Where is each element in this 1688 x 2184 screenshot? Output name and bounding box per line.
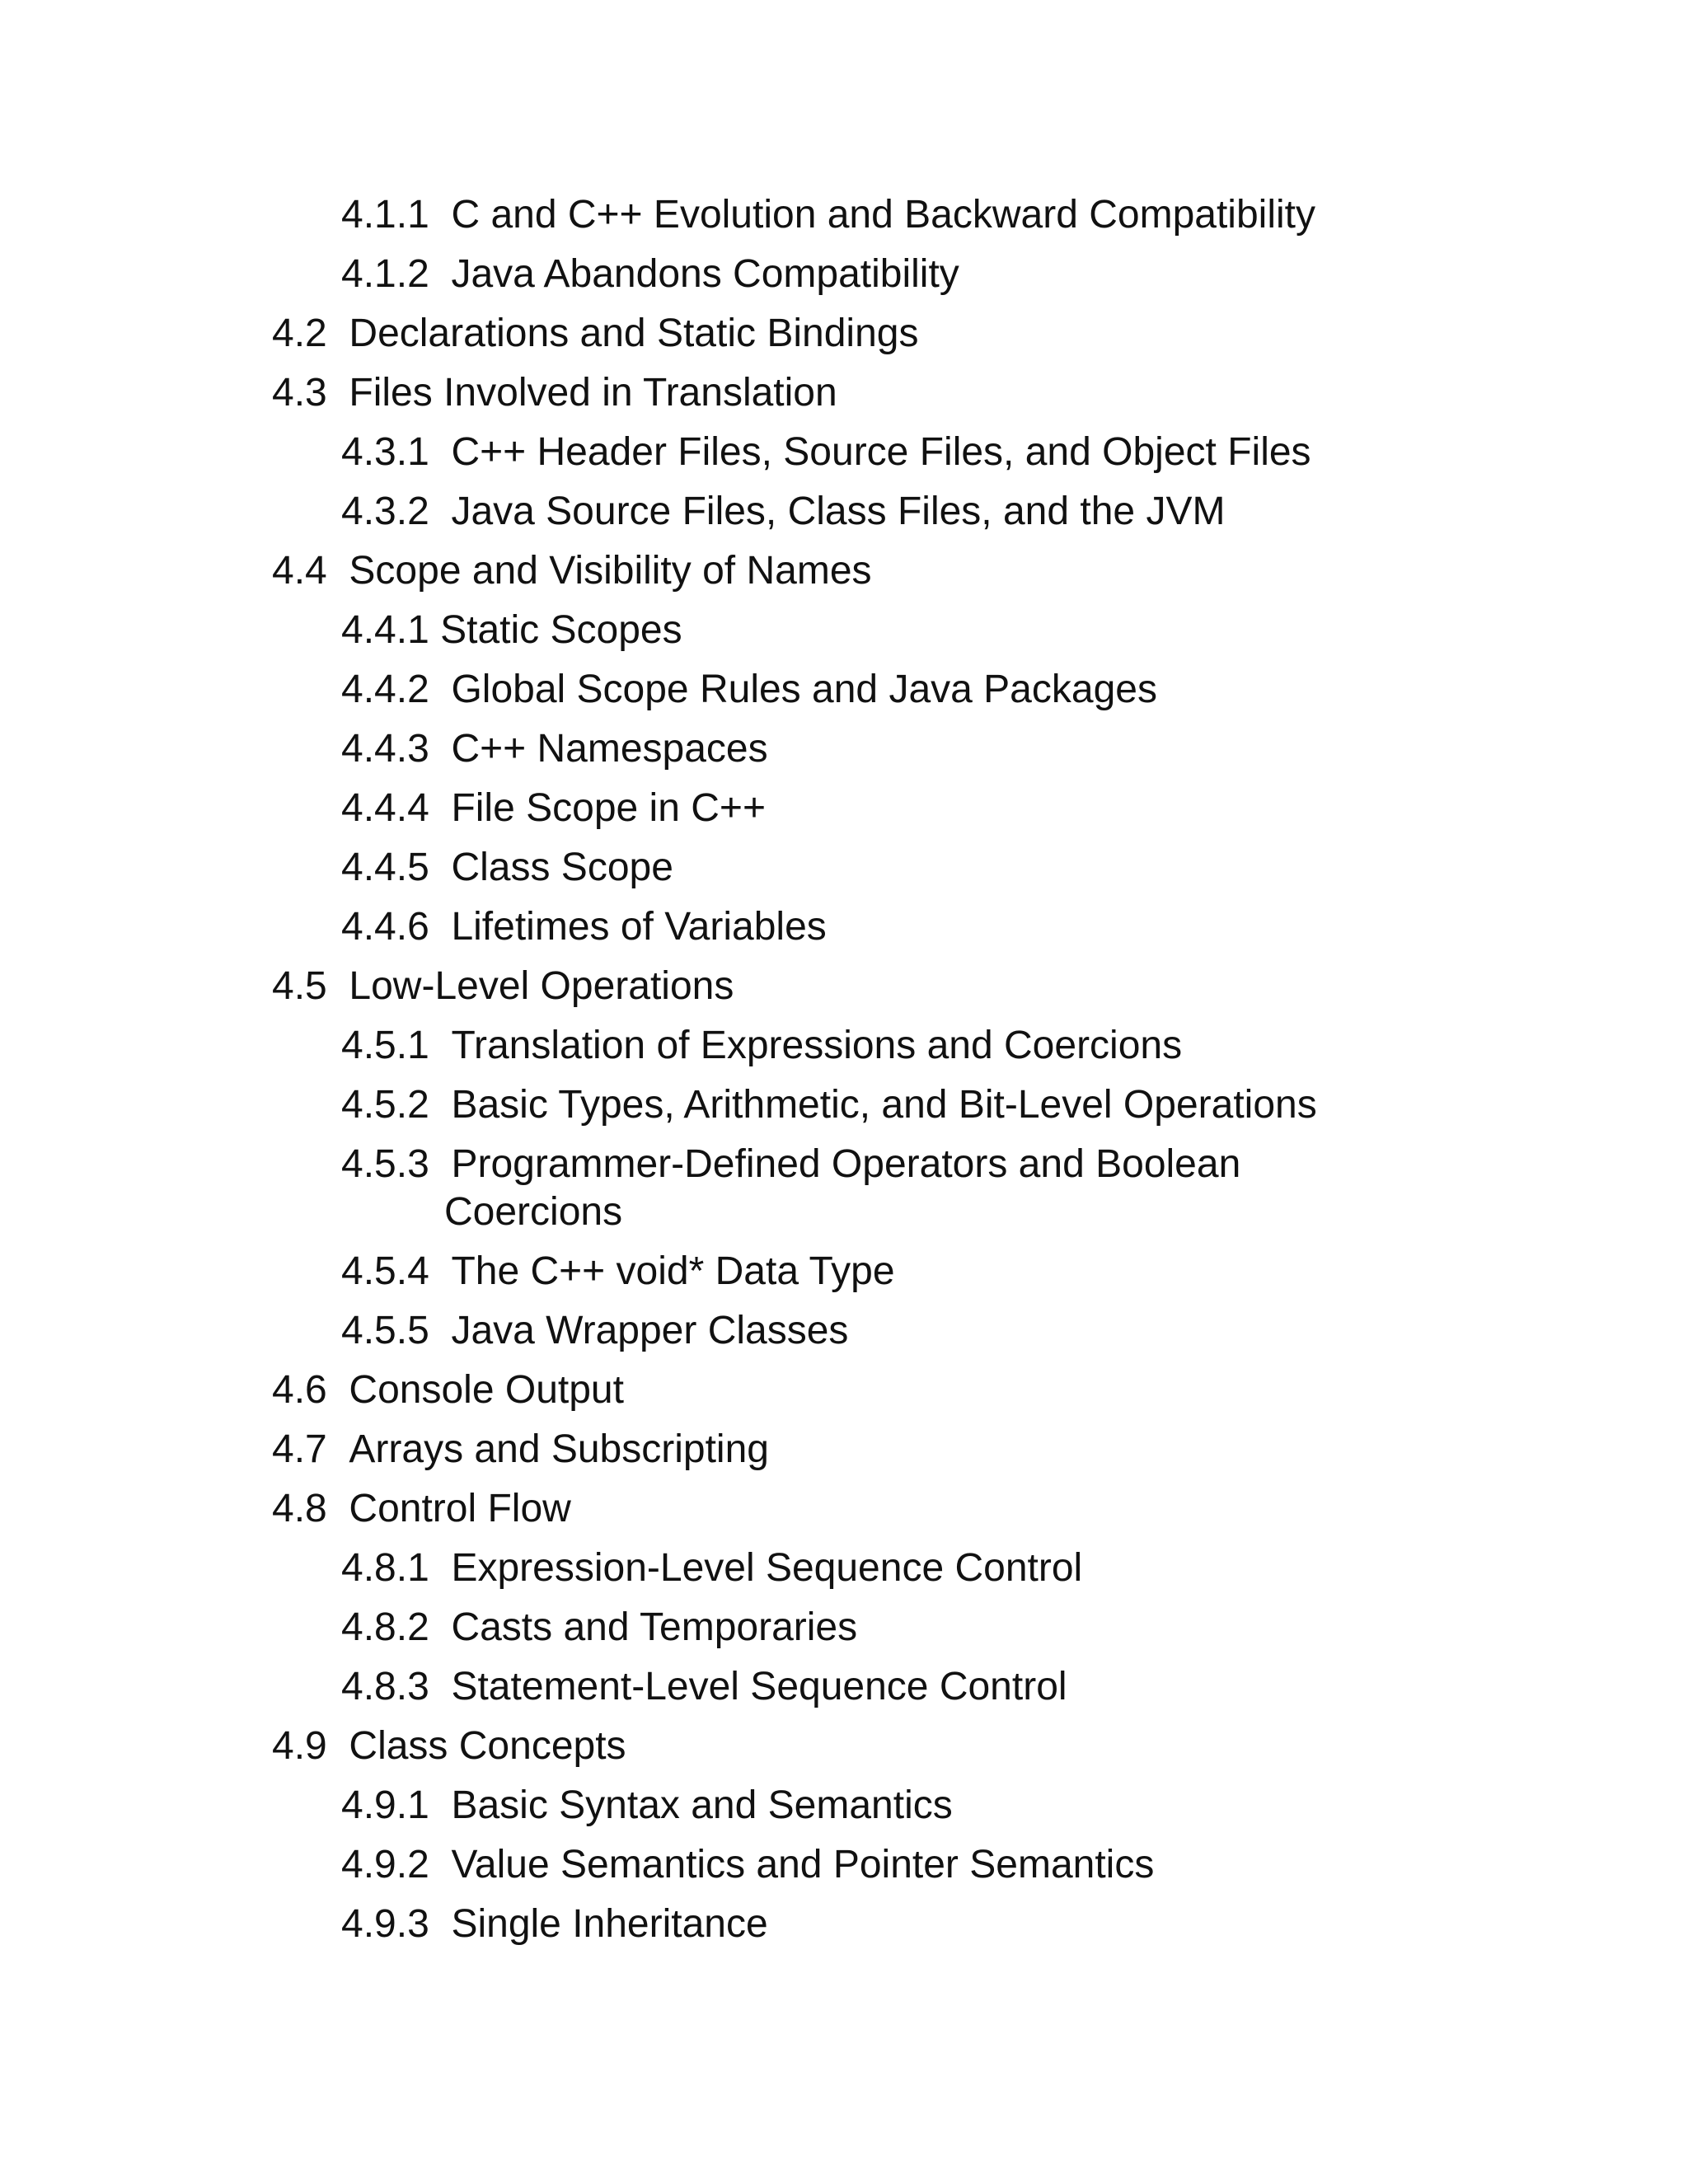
toc-entry-number: 4.5 (272, 964, 327, 1008)
toc-entry-title: Low-Level Operations (349, 964, 734, 1008)
toc-entry-title: C++ Header Files, Source Files, and Object Files (451, 430, 1311, 474)
toc-entry-4-3 (0, 369, 1688, 429)
toc-entry-title: Class Scope (451, 846, 673, 889)
toc-entry-4-1-2 (0, 251, 1688, 310)
toc-entry-number: 4.5.4 (341, 1249, 429, 1293)
toc-entry-4-8-2 (0, 1604, 1688, 1663)
toc-entry-title: Lifetimes of Variables (451, 905, 827, 949)
toc-entry-4-5-1 (0, 1022, 1688, 1081)
toc-entry-4-4-3 (0, 725, 1688, 785)
toc-entry-title: The C++ void* Data Type (451, 1249, 895, 1293)
toc-entry-number: 4.4.4 (341, 786, 429, 830)
toc-entry-title-continuation: Coercions (444, 1190, 623, 1234)
toc-entry-4-9-1 (0, 1782, 1688, 1841)
toc-entry-number: 4.8.1 (341, 1546, 429, 1590)
toc-entry-title: Single Inheritance (451, 1902, 768, 1946)
toc-entry-4-5-5 (0, 1307, 1688, 1366)
toc-entry-number: 4.8 (272, 1487, 327, 1530)
toc-entry-number: 4.8.3 (341, 1665, 429, 1708)
toc-entry-title: Basic Syntax and Semantics (451, 1783, 953, 1827)
table-of-contents (0, 191, 1688, 1960)
toc-entry-number: 4.2 (272, 312, 327, 355)
toc-entry-4-3-1 (0, 429, 1688, 488)
toc-entry-4-5 (0, 963, 1688, 1022)
toc-entry-title: Java Source Files, Class Files, and the JVM (451, 490, 1226, 533)
toc-entry-4-4-1 (0, 607, 1688, 666)
toc-entry-title: Class Concepts (349, 1724, 626, 1768)
toc-entry-title: Declarations and Static Bindings (349, 312, 919, 355)
toc-entry-number: 4.1.1 (341, 193, 429, 237)
toc-entry-title: Value Semantics and Pointer Semantics (451, 1843, 1155, 1886)
toc-entry-4-7 (0, 1426, 1688, 1485)
toc-entry-4-5-4 (0, 1248, 1688, 1307)
toc-entry-title: Casts and Temporaries (451, 1605, 858, 1649)
toc-entry-4-9 (0, 1722, 1688, 1782)
toc-entry-number: 4.6 (272, 1368, 327, 1412)
toc-entry-number: 4.4.1 (341, 608, 429, 652)
toc-entry-4-4-4 (0, 785, 1688, 844)
toc-entry-number: 4.4.3 (341, 727, 429, 771)
toc-entry-4-8-3 (0, 1663, 1688, 1722)
toc-entry-number: 4.3 (272, 371, 327, 415)
toc-entry-4-5-3 (0, 1141, 1688, 1248)
toc-entry-4-4-2 (0, 666, 1688, 725)
toc-entry-number: 4.9.2 (341, 1843, 429, 1886)
toc-entry-title: Scope and Visibility of Names (349, 549, 872, 593)
toc-entry-4-4-6 (0, 903, 1688, 963)
toc-entry-4-9-3 (0, 1900, 1688, 1960)
toc-entry-title: Programmer-Defined Operators and Boolean (451, 1142, 1241, 1186)
toc-entry-number: 4.8.2 (341, 1605, 429, 1649)
toc-entry-number: 4.5.5 (341, 1309, 429, 1352)
toc-entry-title: Control Flow (349, 1487, 571, 1530)
toc-entry-title: Files Involved in Translation (349, 371, 837, 415)
toc-entry-title: Translation of Expressions and Coercions (451, 1024, 1183, 1067)
toc-entry-number: 4.5.3 (341, 1142, 429, 1186)
toc-entry-title: Arrays and Subscripting (349, 1427, 769, 1471)
toc-entry-4-4-5 (0, 844, 1688, 903)
toc-entry-number: 4.4.2 (341, 668, 429, 711)
toc-entry-4-1-1 (0, 191, 1688, 251)
toc-entry-number: 4.1.2 (341, 252, 429, 296)
toc-entry-4-5-2 (0, 1081, 1688, 1141)
toc-entry-number: 4.7 (272, 1427, 327, 1471)
toc-entry-title: C++ Namespaces (451, 727, 768, 771)
toc-entry-number: 4.9 (272, 1724, 327, 1768)
toc-entry-title: Static Scopes (440, 608, 682, 652)
toc-entry-4-4 (0, 547, 1688, 607)
toc-entry-number: 4.4.5 (341, 846, 429, 889)
toc-entry-title: Global Scope Rules and Java Packages (451, 668, 1157, 711)
toc-entry-number: 4.9.1 (341, 1783, 429, 1827)
toc-entry-4-8-1 (0, 1544, 1688, 1604)
toc-entry-number: 4.4 (272, 549, 327, 593)
toc-entry-title: Expression-Level Sequence Control (451, 1546, 1083, 1590)
toc-entry-4-6 (0, 1366, 1688, 1426)
toc-entry-title: Java Wrapper Classes (451, 1309, 849, 1352)
toc-entry-4-9-2 (0, 1841, 1688, 1900)
toc-entry-4-2 (0, 310, 1688, 369)
toc-entry-number: 4.4.6 (341, 905, 429, 949)
toc-entry-title: Statement-Level Sequence Control (451, 1665, 1067, 1708)
toc-entry-number: 4.9.3 (341, 1902, 429, 1946)
toc-entry-number: 4.5.2 (341, 1083, 429, 1127)
toc-entry-4-8 (0, 1485, 1688, 1544)
toc-entry-4-3-2 (0, 488, 1688, 547)
toc-entry-title: File Scope in C++ (451, 786, 766, 830)
toc-entry-number: 4.3.2 (341, 490, 429, 533)
toc-entry-title: Console Output (349, 1368, 624, 1412)
toc-entry-number: 4.3.1 (341, 430, 429, 474)
toc-entry-title: Java Abandons Compatibility (451, 252, 959, 296)
toc-entry-number: 4.5.1 (341, 1024, 429, 1067)
toc-entry-title: C and C++ Evolution and Backward Compatibility (451, 193, 1315, 237)
toc-entry-title: Basic Types, Arithmetic, and Bit-Level Operations (451, 1083, 1317, 1127)
